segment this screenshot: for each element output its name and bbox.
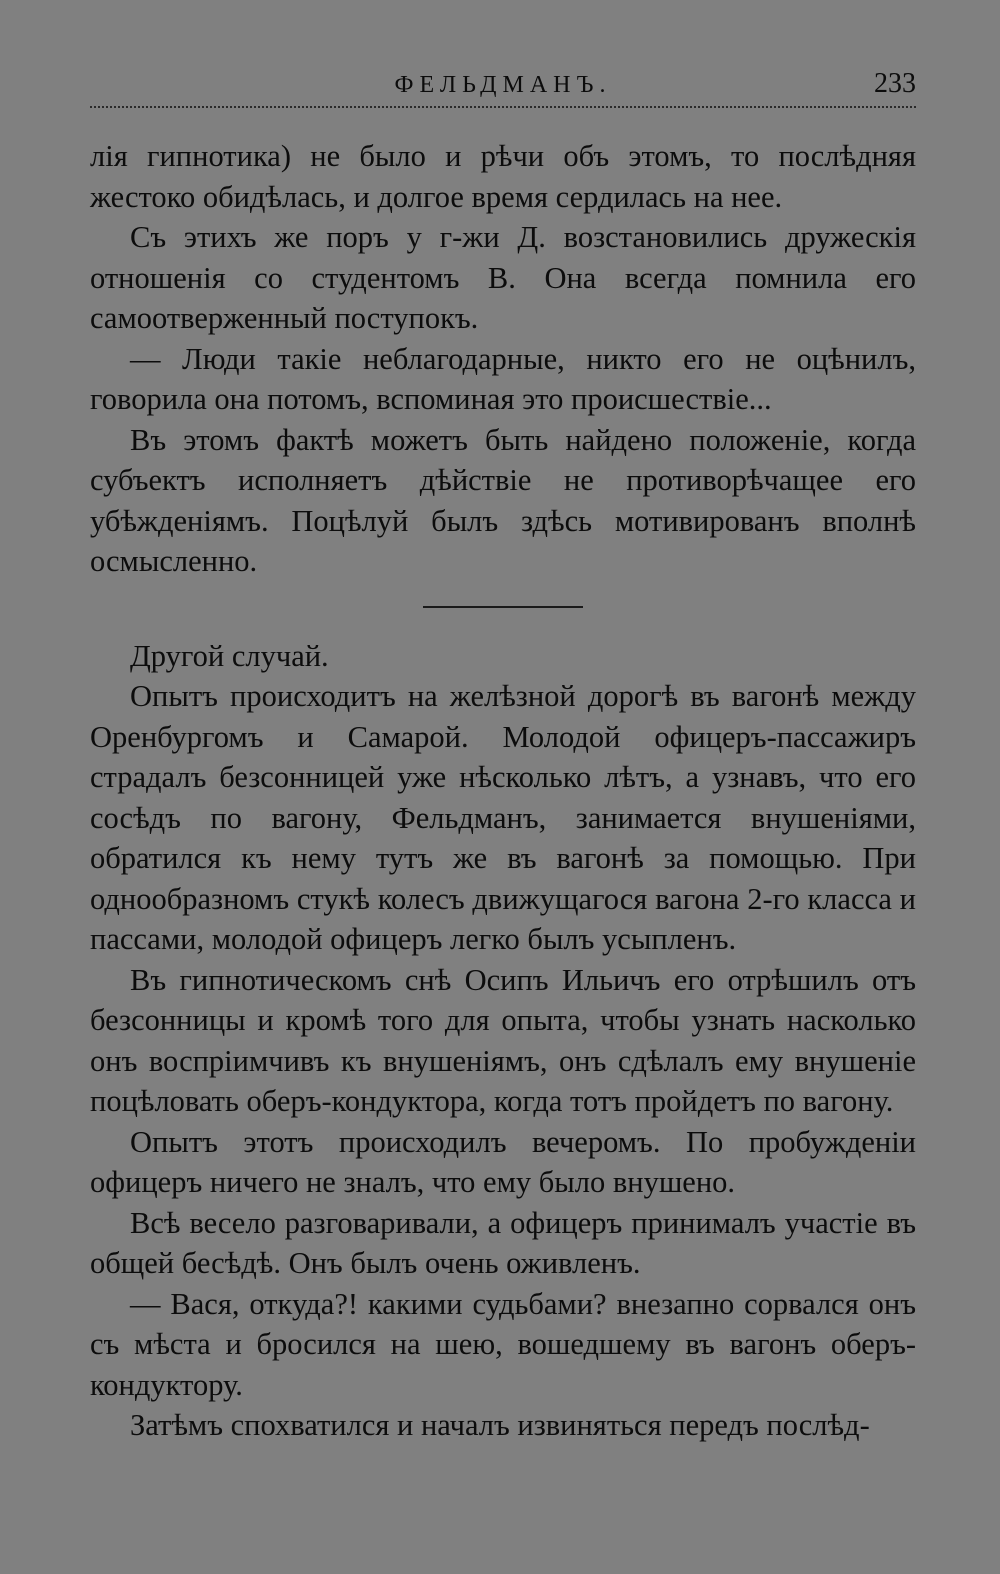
paragraph: — Люди такіе неблагодарные, никто его не оцѣнилъ, говорила она потомъ, вспоминая это происшествіе... <box>90 341 916 416</box>
paragraph: — Вася, откуда?! какими судьбами? внезапно сорвался онъ съ мѣста и бросился на шею, вошедшему въ вагонъ оберъ-кондуктору. <box>90 1286 916 1402</box>
paragraph: лія гипнотика) не было и рѣчи объ этомъ, то послѣдняя жестоко обидѣлась, и долгое время сердилась на нее. <box>90 139 916 214</box>
running-title: ФЕЛЬДМАНЪ. <box>394 72 612 98</box>
body-text <box>90 136 916 1446</box>
section-heading: Другой случай. <box>130 638 329 673</box>
paragraph: Всѣ весело разговаривали, а офицеръ принималъ участіе въ общей бесѣдѣ. Онъ былъ очень оживленъ. <box>90 1205 916 1280</box>
page-number: 233 <box>874 68 916 99</box>
paragraph: Затѣмъ спохватился и началъ извиняться передъ послѣд- <box>130 1408 870 1442</box>
paragraph: Опытъ происходитъ на желѣзной дорогѣ въ вагонѣ между Оренбургомъ и Самарой. Молодой офицеръ-пассажиръ страдалъ безсонницей уже нѣсколько лѣтъ, а узнавъ, что его сосѣдъ по вагону, Фельдманъ, занимается внушеніями, обратился къ нему тутъ же въ вагонѣ за помощью. При однообразномъ стукѣ колесъ движущагося вагона 2-го класса и пассами, молодой офицеръ легко былъ усыпленъ. <box>90 679 916 956</box>
paragraph: Въ этомъ фактѣ можетъ быть найдено положеніе, когда субъектъ исполняетъ дѣйствіе не противорѣчащее его убѣжденіямъ. Поцѣлуй былъ здѣсь мотивированъ вполнѣ осмысленно. <box>90 422 916 578</box>
section-divider <box>423 606 583 608</box>
paragraph: Съ этихъ же поръ у г-жи Д. возстановились дружескія отношенія со студентомъ В. Она всегда помнила его самоотверженный поступокъ. <box>90 220 916 335</box>
book-page <box>90 62 916 1446</box>
page-header <box>90 62 916 108</box>
paragraph: Опытъ этотъ происходилъ вечеромъ. По пробужденіи офицеръ ничего не зналъ, что ему было внушено. <box>90 1124 916 1199</box>
paragraph: Въ гипнотическомъ снѣ Осипъ Ильичъ его отрѣшилъ отъ безсонницы и кромѣ того для опыта, чтобы узнать насколько онъ воспріимчивъ къ внушеніямъ, онъ сдѣлалъ ему внушеніе поцѣловать оберъ-кондуктора, когда тотъ пройдетъ по вагону. <box>90 962 916 1118</box>
